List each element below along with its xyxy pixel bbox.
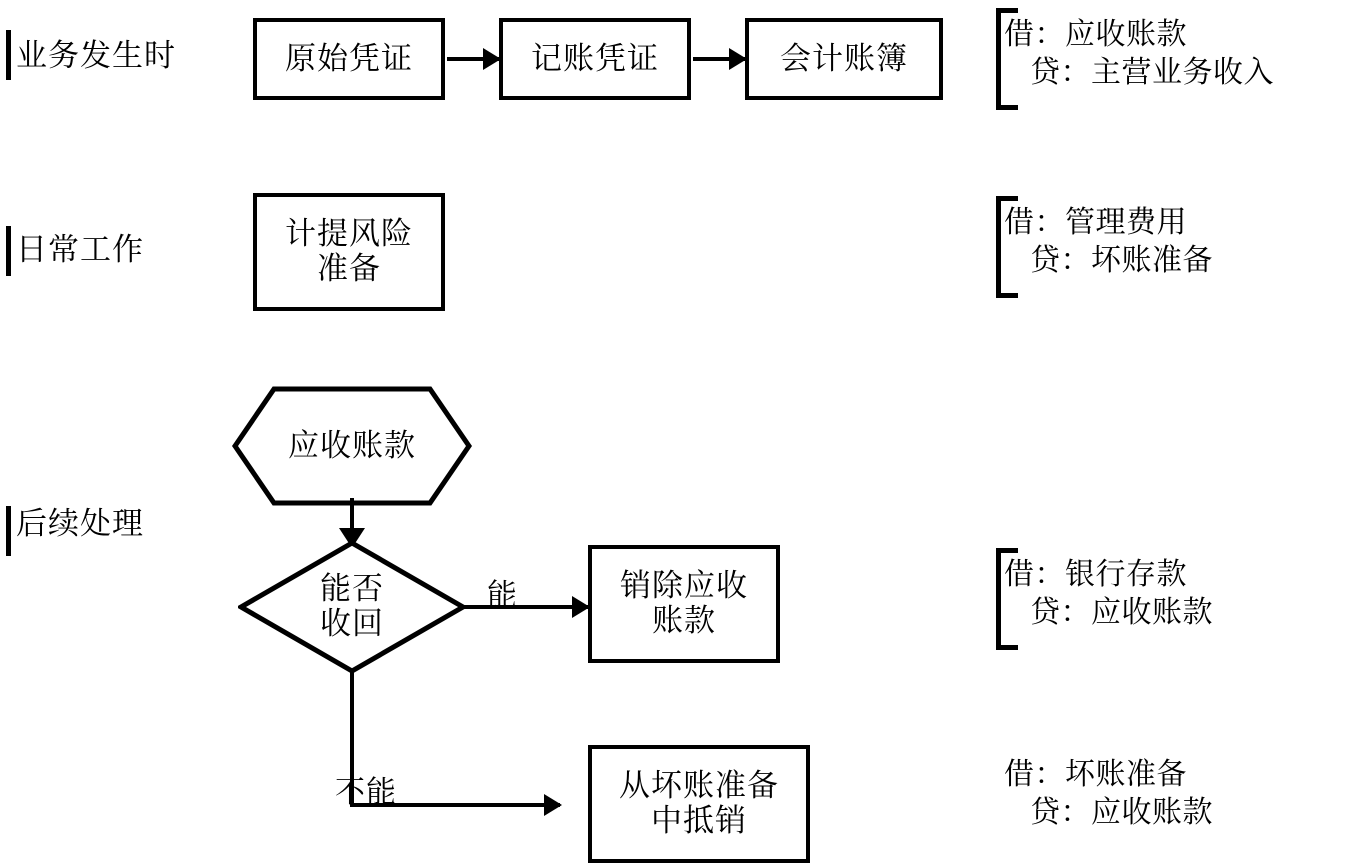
node-provision-line1: 计提风险 [285,216,413,252]
row-label-followup: 后续处理 [16,506,144,541]
arrow-original-to-accounting-voucher [447,57,499,61]
row-label-business: 业务发生时 [16,38,176,73]
node-offset-line1: 从坏账准备 [619,768,779,804]
entry-bad-debt-provision-debit: 借：管理费用 [1004,206,1187,239]
node-offset-bad-debt [588,745,810,863]
entry-revenue [1004,16,1274,93]
entry-revenue-credit: 贷：主营业务收入 [1030,56,1274,90]
entry-write-off [1004,756,1213,833]
arrow-receivable-to-decision [350,498,354,546]
node-decision-line1: 能否 [320,571,384,607]
node-decision-recover-label [238,540,466,674]
node-offset-line2: 中抵销 [651,803,747,838]
node-write-off-line1: 销除应收 [620,568,748,604]
edge-label-no: 不能 [335,776,397,809]
entry-bad-debt-provision [1004,204,1213,281]
entry-cash-receipt-debit: 借：银行存款 [1004,558,1187,591]
node-receivable [232,386,472,506]
row-label-tick-daily [6,226,11,276]
edge-label-yes: 能 [487,579,518,612]
entry-cash-receipt [1004,556,1213,633]
node-receivable-label: 应收账款 [288,427,416,463]
entry-bad-debt-provision-credit: 贷：坏账准备 [1030,244,1213,278]
entry-write-off-credit: 贷：应收账款 [1030,796,1213,830]
entry-revenue-debit: 借：应收账款 [1004,18,1187,51]
entry-write-off-debit: 借：坏账准备 [1004,758,1187,791]
node-write-off-receivable [588,545,780,663]
node-provision-line2: 准备 [317,251,381,286]
node-write-off-line2: 账款 [652,603,716,638]
row-label-tick-business [6,30,11,80]
arrow-decision-yes [464,605,588,609]
node-original-voucher: 原始凭证 [253,18,445,100]
entry-cash-receipt-credit: 贷：应收账款 [1030,596,1213,630]
node-decision-recover [238,540,466,674]
node-accounting-book: 会计账簿 [745,18,943,100]
arrow-voucher-to-book [693,57,745,61]
node-accounting-voucher: 记账凭证 [499,18,691,100]
row-label-daily: 日常工作 [16,232,144,267]
node-provision [253,193,445,311]
node-decision-line2: 收回 [320,606,384,641]
row-label-tick-followup [6,506,11,556]
